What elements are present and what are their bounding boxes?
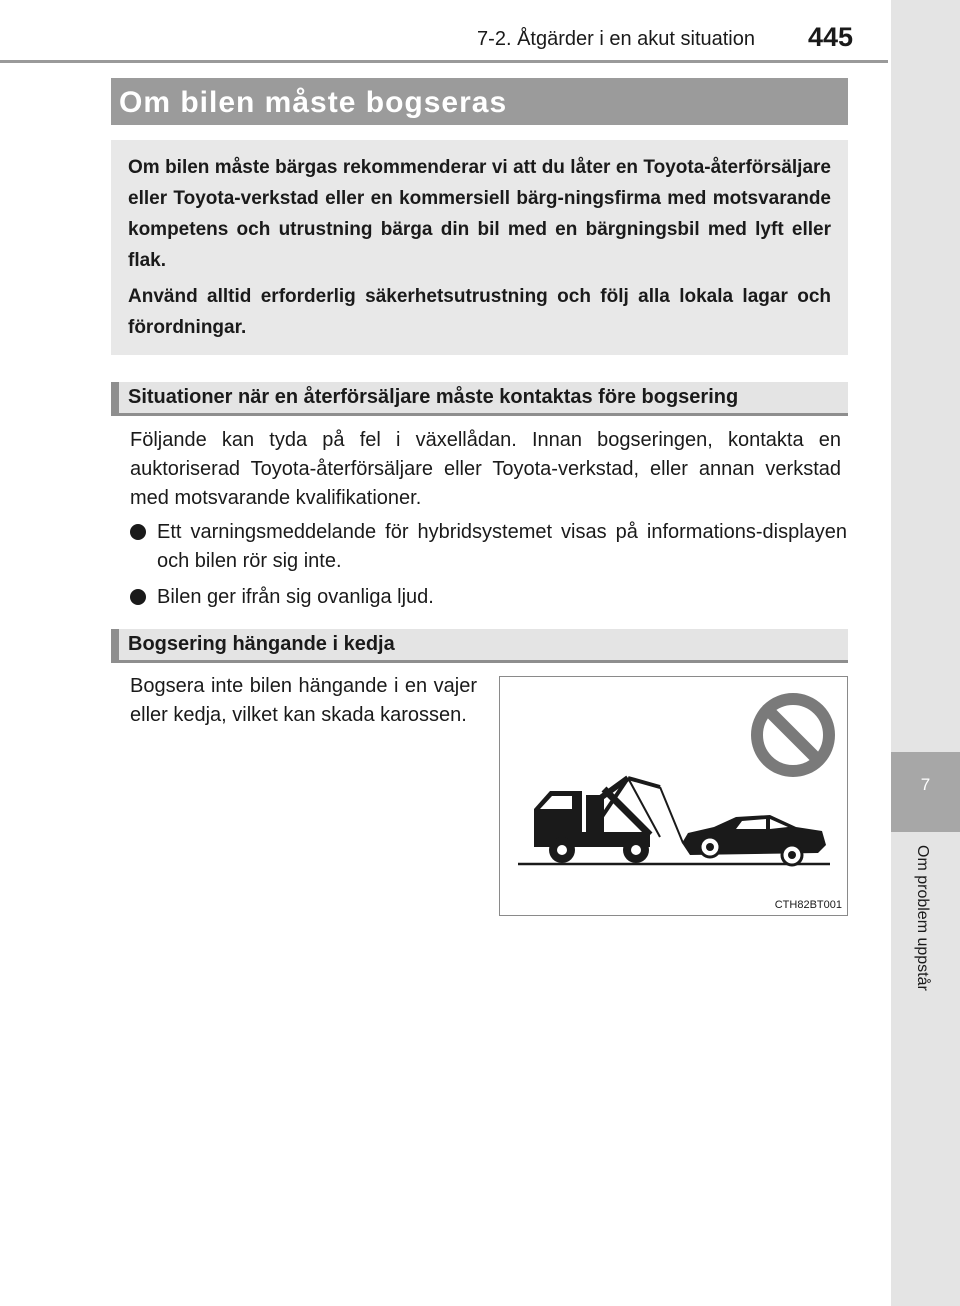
bullet-dot-icon (130, 589, 146, 605)
tow-truck-car-diagram (500, 677, 847, 915)
header-rule (0, 60, 888, 63)
towing-illustration (499, 676, 848, 916)
main-heading: Om bilen måste bogseras (111, 78, 848, 125)
dealer-contact-text: Följande kan tyda på fel i växellådan. Innan bogseringen, kontakta en auktoriserad Toyota-återförsäljare eller Toyota-verkstad, eller annan verkstad med motsvarande kvalifikationer. (130, 429, 841, 509)
prohibition-sign-icon (757, 699, 829, 771)
dealer-contact-heading: Situationer när en återförsäljare måste kontaktas före bogsering (111, 382, 848, 416)
list-item-text: Bilen ger ifrån sig ovanliga ljud. (157, 586, 434, 608)
page-number: 445 (808, 22, 854, 52)
intro-paragraph: Använd alltid erforderlig säkerhetsutrustning och följ alla lokala lagar och förordningar. (128, 286, 831, 338)
chain-towing-text: Bogsera inte bilen hängande i en vajer eller kedja, vilket kan skada karossen. (130, 675, 477, 726)
chapter-title: Om problem uppstår (914, 845, 931, 991)
section-title: 7-2. Åtgärder i en akut situation (477, 28, 755, 50)
chapter-number: 7 (920, 775, 931, 794)
tow-chain (660, 787, 683, 843)
chain-towing-heading: Bogsering hängande i kedja (111, 629, 848, 663)
side-tab (891, 0, 960, 1306)
intro-box (111, 140, 848, 355)
figure-code: CTH82BT001 (774, 899, 842, 911)
bullet-dot-icon (130, 524, 146, 540)
towed-car-icon (682, 815, 826, 865)
tow-truck-icon (534, 778, 660, 863)
list-item-text: Ett varningsmeddelande för hybridsystemet visas på informations-displayen och bilen rör sig inte. (157, 521, 847, 572)
intro-paragraph: Om bilen måste bärgas rekommenderar vi att du låter en Toyota-återförsäljare eller Toyota-verkstad eller en kommersiell bärg-ningsfirma med motsvarande kompetens och utrustning bärga din bil med en bärgningsbil med lyft eller flak. (128, 157, 831, 271)
